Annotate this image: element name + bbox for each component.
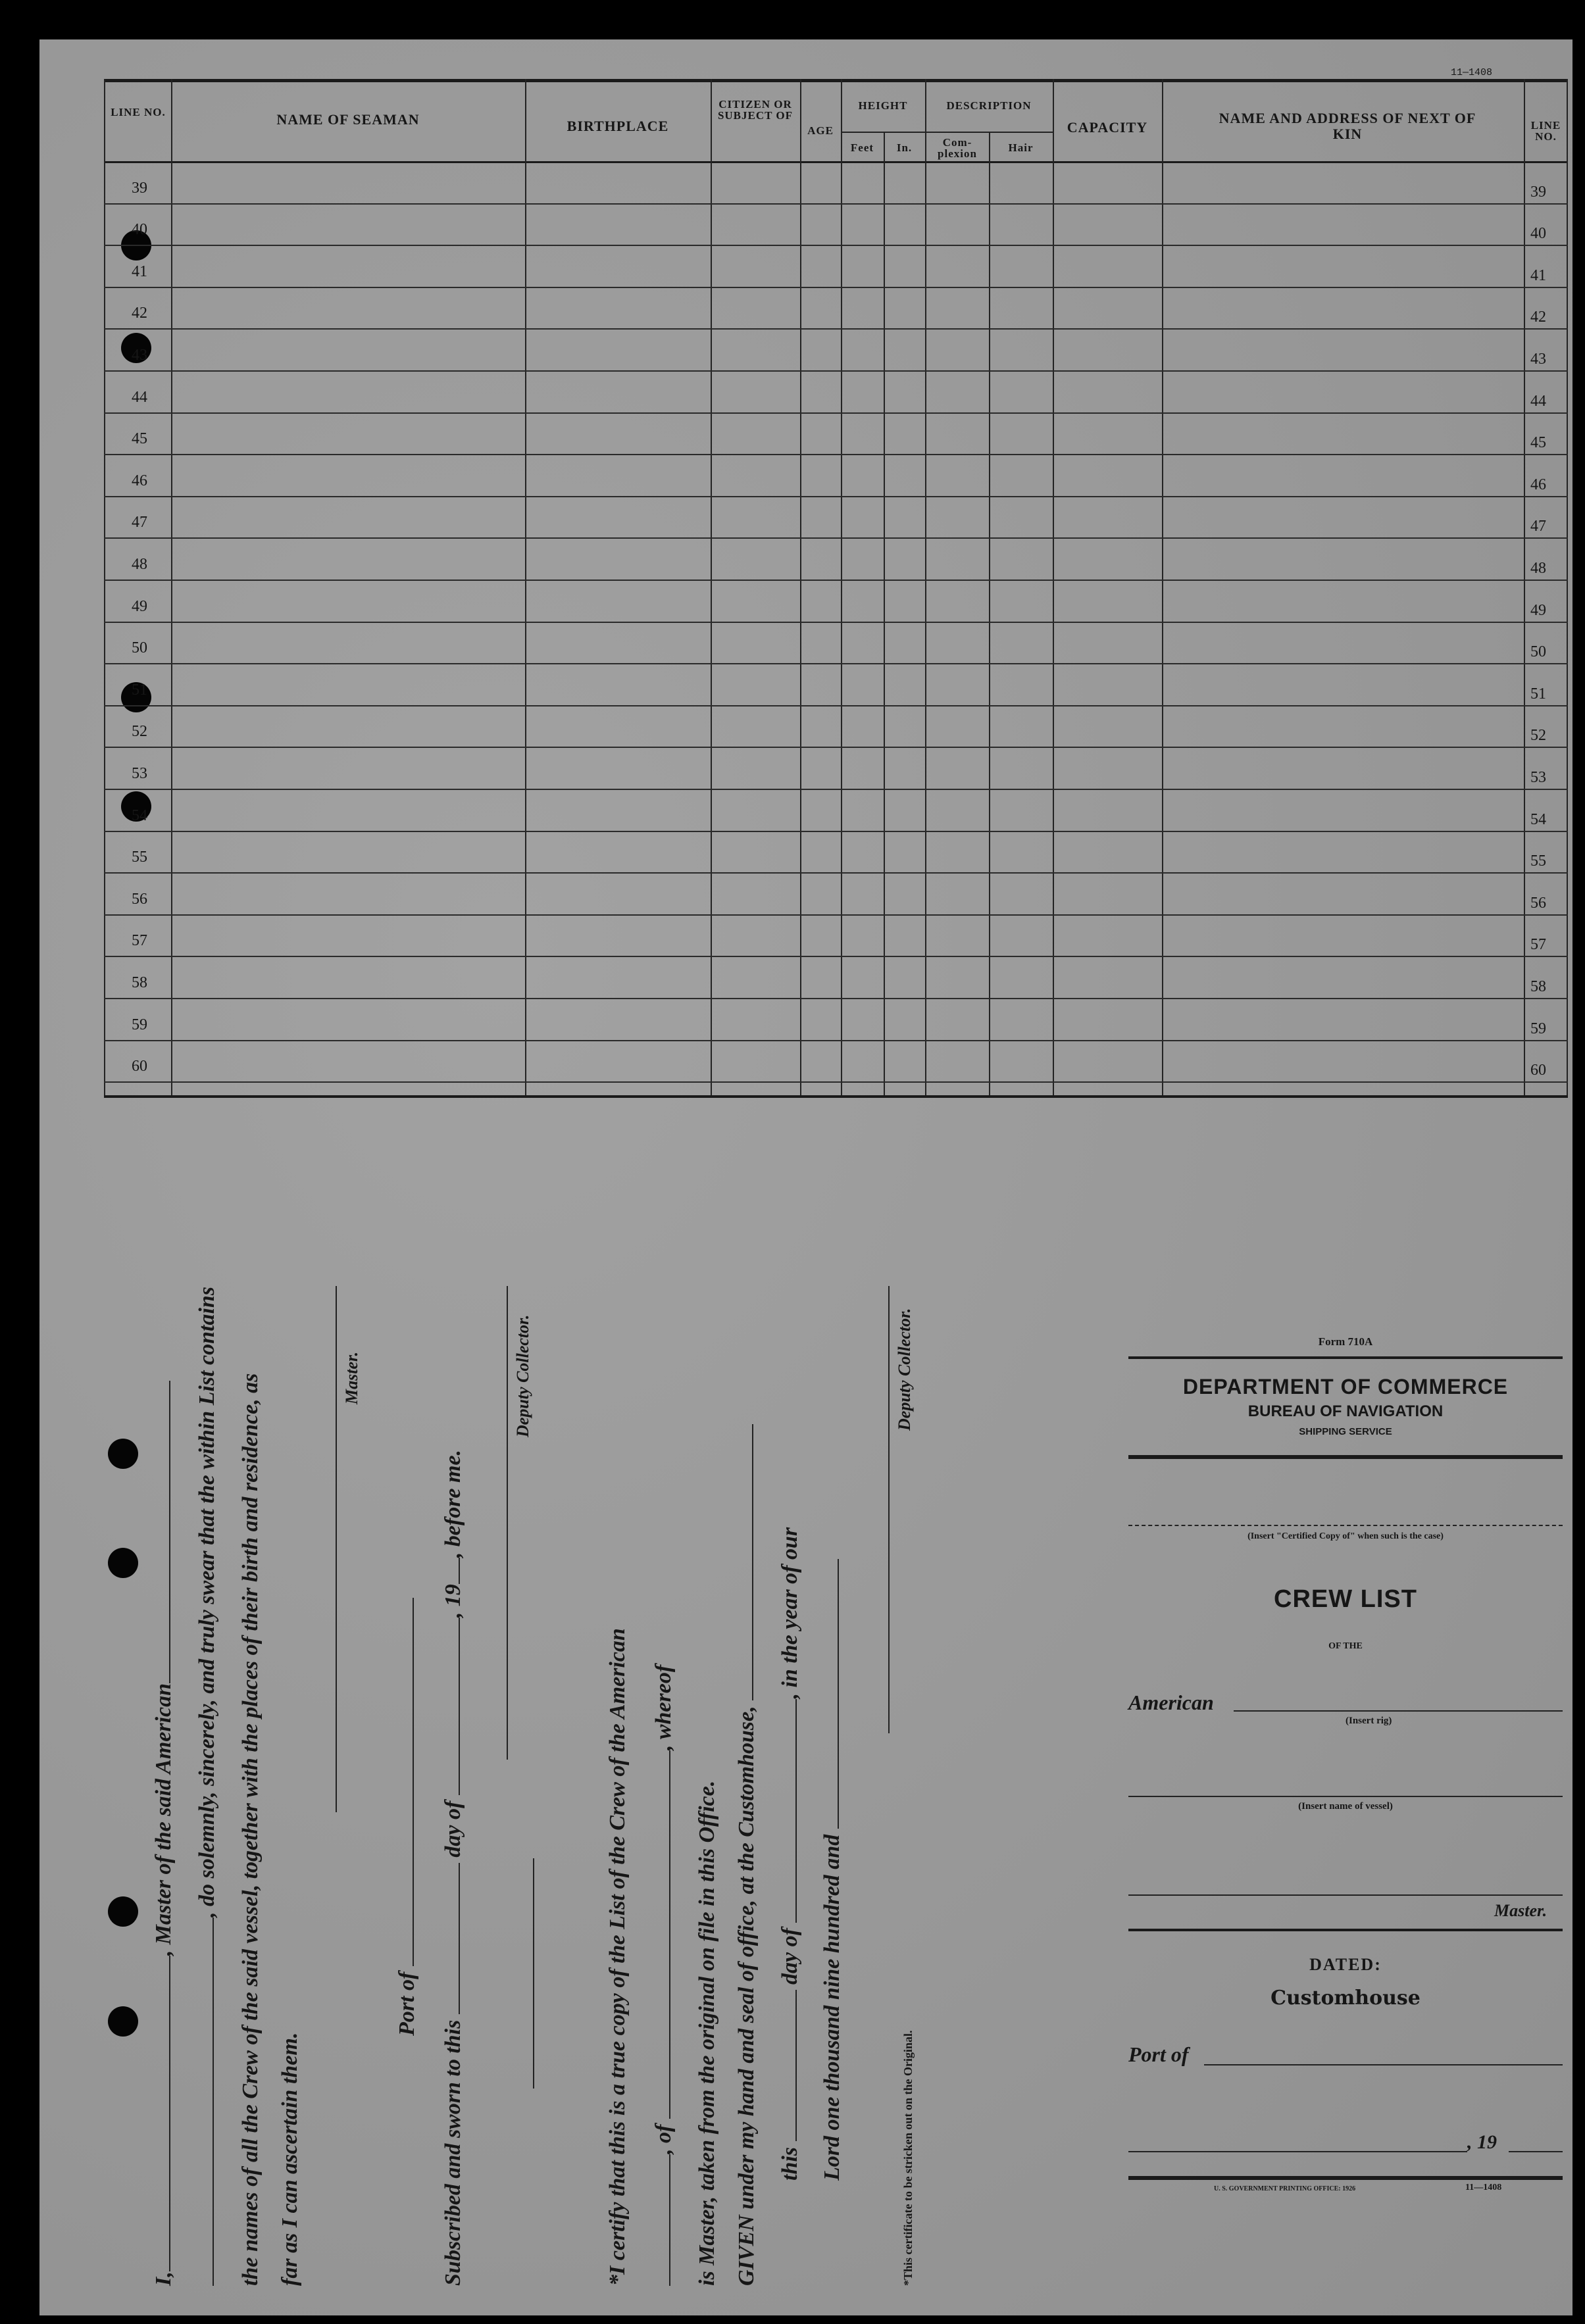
- row-number-right: 48: [1530, 560, 1546, 577]
- department-title: DEPARTMENT OF COMMERCE: [1182, 1375, 1509, 1398]
- punch-hole: [108, 2006, 138, 2037]
- form-number: Form 710A: [1318, 1335, 1373, 1348]
- row-number-left: 46: [132, 472, 147, 489]
- header-capacity: CAPACITY: [1067, 119, 1148, 136]
- row-number-left: 39: [132, 179, 147, 197]
- this-month-blank[interactable]: [795, 1699, 797, 1923]
- header-complexion: Com- plexion: [938, 136, 977, 160]
- header-age: AGE: [807, 124, 834, 137]
- row-number-left: 55: [132, 849, 147, 866]
- cover-master-label: Master.: [1494, 1901, 1547, 1920]
- table-row: [104, 956, 1568, 957]
- certified-copy-blank[interactable]: [1128, 1525, 1563, 1526]
- row-number-left: 41: [132, 262, 147, 280]
- cover-year: , 19: [1467, 2131, 1497, 2153]
- vessel-blank[interactable]: [213, 1917, 214, 2286]
- certify-line: *I certify that this is a true copy of the List of the Crew of the American: [605, 1628, 630, 2286]
- row-number-left: 50: [132, 639, 147, 657]
- certify-of: , of: [651, 2124, 676, 2154]
- punch-hole: [108, 1548, 138, 1578]
- row-number-right: 60: [1530, 1062, 1546, 1079]
- row-number-left: 56: [132, 890, 147, 908]
- table-row: [104, 203, 1568, 205]
- american-label: American: [1128, 1691, 1214, 1714]
- in-year-label: , in the year of our: [778, 1527, 802, 1699]
- lord-line: Lord one thousand nine hundred and: [820, 1834, 844, 2181]
- table-row: [104, 789, 1568, 790]
- row-number-left: 53: [132, 765, 147, 782]
- oath-line-3: the names of all the Crew of the said vessel, together with the places of their birth and residence, as: [238, 1373, 263, 2286]
- customhouse-label: Customhouse: [1271, 1987, 1421, 2010]
- subscribed-day-of: day of: [441, 1800, 465, 1858]
- deputy-collector-signature-line-2[interactable]: [888, 1286, 890, 1733]
- deputy-collector-label-2: Deputy Collector.: [895, 1308, 914, 1431]
- row-number-right: 43: [1530, 351, 1546, 368]
- table-row: [104, 328, 1568, 330]
- subscribed-suffix: , before me.: [441, 1449, 465, 1558]
- header-description: DESCRIPTION: [946, 99, 1032, 112]
- header-height: HEIGHT: [858, 99, 908, 112]
- subscribed-year-blank[interactable]: [459, 1558, 460, 1584]
- subscribed-month-blank[interactable]: [459, 1618, 460, 1795]
- row-number-left: 54: [132, 806, 147, 824]
- row-number-right: 54: [1530, 810, 1546, 828]
- cover-date-blank[interactable]: [1128, 2151, 1467, 2152]
- bureau-title: BUREAU OF NAVIGATION: [1247, 1402, 1444, 1420]
- table-row: [104, 998, 1568, 999]
- oath-line-1: , Master of the said American: [151, 1683, 176, 1956]
- subscribed-year: , 19: [441, 1584, 465, 1618]
- table-row: [104, 1081, 1568, 1083]
- header-inches: In.: [896, 141, 913, 154]
- row-number-left: 51: [132, 681, 147, 699]
- row-number-left: 44: [132, 388, 147, 406]
- row-number-right: 57: [1530, 936, 1546, 954]
- row-number-left: 45: [132, 430, 147, 448]
- cover-port-blank[interactable]: [1204, 2064, 1563, 2065]
- form-code: 11—1408: [1451, 67, 1493, 78]
- row-number-left: 48: [132, 556, 147, 573]
- table-row: [104, 580, 1568, 581]
- header-name-of-seaman: NAME OF SEAMAN: [276, 111, 420, 128]
- subscribed-day-blank[interactable]: [459, 1863, 460, 2014]
- cover-year-blank[interactable]: [1509, 2151, 1563, 2152]
- master-signature-line[interactable]: [336, 1286, 337, 1812]
- oath-line-4: far as I can ascertain them.: [278, 2032, 302, 2286]
- row-number-right: 49: [1530, 601, 1546, 619]
- row-number-right: 39: [1530, 183, 1546, 201]
- master-taken-line: is Master, taken from the original on file in this Office.: [695, 1780, 719, 2286]
- insert-vessel-note: (Insert name of vessel): [1298, 1801, 1393, 1812]
- cover-port-of: Port of: [1128, 2042, 1189, 2066]
- certify-whereof: , whereof: [651, 1664, 676, 1751]
- row-number-left: 40: [132, 221, 147, 239]
- certificate-footnote: *This certificate to be stricken out on the Original.: [901, 2030, 915, 2286]
- header-line-no: LINE NO.: [111, 106, 166, 118]
- this-label: this: [778, 2146, 802, 2181]
- service-title: SHIPPING SERVICE: [1299, 1426, 1392, 1437]
- table-row: [104, 412, 1568, 414]
- table-row: [104, 622, 1568, 623]
- port-of-label: Port of: [395, 1971, 419, 2036]
- row-number-left: 47: [132, 514, 147, 532]
- row-number-right: 59: [1530, 1020, 1546, 1037]
- given-line: GIVEN under my hand and seal of office, at the Customhouse,: [734, 1706, 759, 2286]
- certify-vessel-blank[interactable]: [669, 2154, 670, 2286]
- customhouse-blank[interactable]: [752, 1424, 753, 1700]
- row-number-right: 46: [1530, 476, 1546, 493]
- table-row: [104, 914, 1568, 916]
- row-number-left: 43: [132, 347, 147, 364]
- row-number-right: 51: [1530, 685, 1546, 703]
- row-number-right: 52: [1530, 727, 1546, 745]
- table-row: [104, 705, 1568, 706]
- table-row: [104, 370, 1568, 372]
- row-number-right: 45: [1530, 434, 1546, 452]
- row-number-left: 42: [132, 305, 147, 322]
- row-number-right: 40: [1530, 225, 1546, 243]
- vessel-name-blank[interactable]: [169, 1381, 170, 1683]
- dated-label: DATED:: [1309, 1955, 1382, 1974]
- header-citizen: CITIZEN OR SUBJECT OF: [717, 98, 793, 122]
- table-row: [104, 872, 1568, 874]
- row-number-right: 42: [1530, 309, 1546, 326]
- table-row: [104, 1040, 1568, 1041]
- vessel-name-blank[interactable]: [1128, 1796, 1563, 1797]
- deputy-collector-label-1: Deputy Collector.: [513, 1314, 532, 1437]
- seal-line: [533, 1858, 534, 2089]
- certify-port-blank[interactable]: [669, 1750, 670, 2119]
- oath-section: [138, 1220, 1178, 2315]
- row-number-right: 44: [1530, 392, 1546, 410]
- row-number-right: 41: [1530, 266, 1546, 284]
- crew-list-title: CREW LIST: [1274, 1585, 1417, 1613]
- master-name-blank[interactable]: [1128, 1894, 1563, 1896]
- table-row: [104, 537, 1568, 539]
- row-number-right: 50: [1530, 643, 1546, 661]
- oath-line-2: , do solemnly, sincerely, and truly swear that the within List contains: [195, 1286, 219, 1917]
- cover-panel: [1128, 1276, 1563, 2210]
- table-row: [104, 245, 1568, 246]
- row-number-left: 60: [132, 1058, 147, 1075]
- this-day-blank[interactable]: [795, 1990, 797, 2141]
- header-birthplace: BIRTHPLACE: [566, 118, 669, 134]
- row-number-left: 49: [132, 597, 147, 615]
- table-row: [104, 747, 1568, 748]
- header-hair: Hair: [1008, 141, 1034, 154]
- port-blank[interactable]: [413, 1598, 414, 1966]
- table-row: [104, 496, 1568, 497]
- row-number-right: 56: [1530, 894, 1546, 912]
- deputy-collector-signature-line-1[interactable]: [507, 1286, 508, 1760]
- oath-i: I,: [151, 2271, 176, 2286]
- table-row: [104, 454, 1568, 455]
- row-number-left: 52: [132, 723, 147, 741]
- printing-office: U. S. GOVERNMENT PRINTING OFFICE: 1926: [1214, 2185, 1356, 2192]
- row-number-left: 59: [132, 1016, 147, 1033]
- header-line-no-right: LINE NO.: [1530, 119, 1561, 143]
- certified-copy-note: (Insert "Certified Copy of" when such is the case): [1247, 1531, 1444, 1541]
- insert-rig-note: (Insert rig): [1346, 1716, 1392, 1726]
- day-of-label: day of: [778, 1928, 802, 1985]
- crew-list-form-page: [39, 39, 1572, 2315]
- rig-blank[interactable]: [1234, 1710, 1563, 1712]
- punch-hole: [108, 1439, 138, 1469]
- row-number-left: 58: [132, 974, 147, 991]
- of-the-label: OF THE: [1328, 1641, 1363, 1651]
- table-row: [104, 287, 1568, 288]
- master-name-blank[interactable]: [169, 1956, 170, 2271]
- row-number-left: 57: [132, 932, 147, 950]
- table-row: [104, 831, 1568, 832]
- table-row: [104, 663, 1568, 664]
- row-number-right: 58: [1530, 978, 1546, 995]
- row-number-right: 47: [1530, 518, 1546, 535]
- header-feet: Feet: [850, 141, 874, 154]
- master-label: Master.: [342, 1351, 361, 1404]
- header-next-of-kin: NAME AND ADDRESS OF NEXT OF KIN: [1219, 110, 1476, 142]
- subscribed-text: Subscribed and sworn to this: [441, 2019, 465, 2286]
- punch-hole: [108, 1896, 138, 1927]
- row-number-right: 53: [1530, 769, 1546, 786]
- row-number-right: 55: [1530, 853, 1546, 870]
- cover-form-code: 11—1408: [1465, 2183, 1502, 2192]
- year-blank[interactable]: [838, 1559, 839, 1829]
